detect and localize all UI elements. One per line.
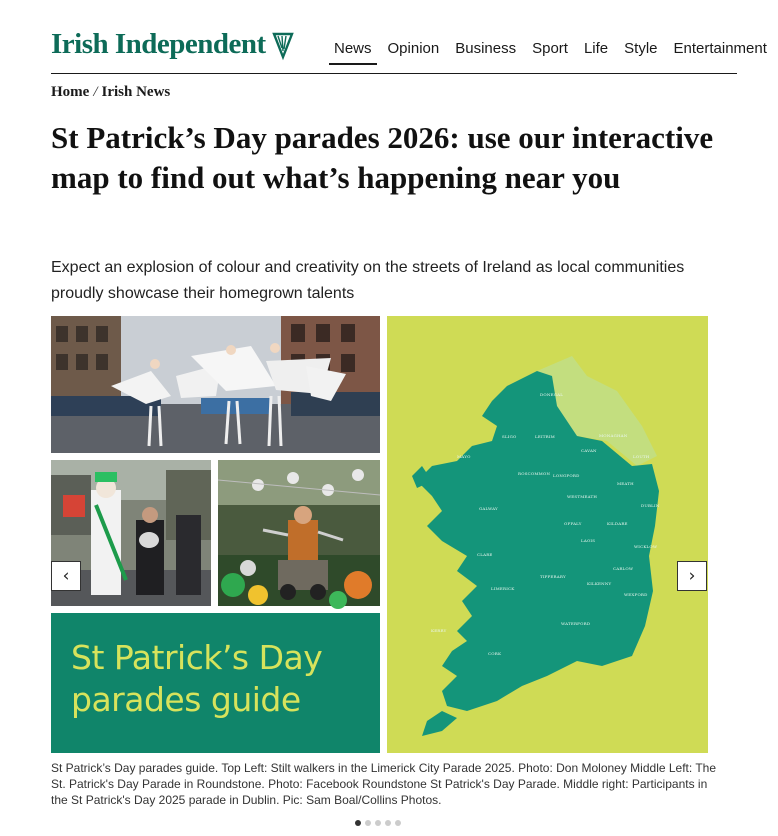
pagination-dot-1[interactable] [355, 820, 361, 826]
pagination-dot-5[interactable] [395, 820, 401, 826]
county-label-roscommon: ROSCOMMON [518, 471, 551, 476]
pagination-dot-4[interactable] [385, 820, 391, 826]
county-label-westmeath: WESTMEATH [567, 494, 598, 499]
chevron-left-icon: ‹ [62, 565, 70, 586]
nav-item-style[interactable]: Style [624, 40, 658, 57]
county-label-longford: LONGFORD [553, 473, 580, 478]
county-label-limerick: LIMERICK [491, 586, 515, 591]
nav-item-life[interactable]: Life [583, 40, 609, 57]
ireland-map-panel[interactable] [387, 316, 708, 753]
article-standfirst: Expect an explosion of colour and creativity on the streets of Ireland as local communities proudly showcase their homegrown talents [51, 259, 685, 302]
breadcrumb-separator: / [93, 84, 98, 100]
gallery-prev-button[interactable] [51, 561, 81, 591]
county-label-kerry: KERRY [431, 628, 447, 633]
nav-item-business[interactable]: Business [455, 40, 517, 57]
guide-title-line-1: St Patrick’s Day [71, 638, 323, 677]
county-label-waterford: WATERFORD [561, 621, 591, 626]
breadcrumb-home[interactable]: Home [51, 84, 90, 100]
ireland-map [387, 316, 708, 753]
gallery-caption: St Patrick’s Day parades guide. Top Left: Stilt walkers in the Limerick City Parade 2025. Photo: Don Moloney Middle Left: The St. Patrick's Day Parade in Roundstone. Photo: Facebook Roundstone St Patrick's Day Parade. Middle right: Participants in the St Patrick's Day 2025 parade in Dublin. Pic: Sam Boal/Collins Photos. [51, 761, 717, 807]
pagination-dot-3[interactable] [375, 820, 381, 826]
logo-text: Irish Independent [51, 28, 266, 60]
harp-icon [272, 31, 294, 59]
gallery-pagination [355, 820, 405, 826]
site-header [0, 0, 767, 74]
county-label-kilkenny: KILKENNY [587, 581, 612, 586]
photo-dublin-parade [218, 460, 380, 606]
county-label-tipperary: TIPPERARY [540, 574, 566, 579]
primary-nav [329, 36, 778, 65]
county-label-mayo: MAYO [457, 454, 471, 459]
county-label-wicklow: WICKLOW [634, 544, 658, 549]
header-divider [51, 73, 737, 74]
pagination-dot-2[interactable] [365, 820, 371, 826]
nav-item-news[interactable]: News [329, 36, 377, 65]
breadcrumb [51, 84, 170, 101]
hero-gallery[interactable] [51, 316, 708, 753]
photo-stilt-walkers [51, 316, 380, 453]
county-label-sligo: SLIGO [502, 434, 517, 439]
nav-item-opinion[interactable]: Opinion [387, 40, 440, 57]
guide-title-line-2: parades guide [71, 680, 301, 719]
county-label-leitrim: LEITRIM [535, 434, 555, 439]
guide-title [71, 637, 322, 721]
county-label-laois: LAOIS [581, 538, 596, 543]
gallery-next-button[interactable] [677, 561, 707, 591]
county-label-dublin: DUBLIN [641, 503, 660, 508]
nav-item-entertainment[interactable]: Entertainment [673, 40, 767, 57]
site-logo[interactable] [51, 28, 294, 61]
breadcrumb-irish-news[interactable]: Irish News [101, 84, 171, 100]
county-label-louth: LOUTH [633, 454, 650, 459]
nav-item-sport[interactable]: Sport [532, 40, 568, 57]
parades-guide-panel [51, 613, 380, 753]
county-label-meath: MEATH [617, 481, 634, 486]
article-headline: St Patrick’s Day parades 2026: use our interactive map to find out what’s happening near you [51, 120, 714, 195]
county-label-offaly: OFFALY [564, 521, 582, 526]
county-label-cork: CORK [488, 651, 502, 656]
county-label-wexford: WEXFORD [624, 592, 648, 597]
county-label-donegal: DONEGAL [540, 392, 564, 397]
county-label-cavan: CAVAN [581, 448, 597, 453]
chevron-right-icon: › [688, 565, 696, 586]
county-label-monaghan: MONAGHAN [599, 433, 628, 438]
county-label-galway: GALWAY [479, 506, 498, 511]
county-label-kildare: KILDARE [607, 521, 628, 526]
county-label-carlow: CARLOW [613, 566, 634, 571]
county-label-clare: CLARE [477, 552, 493, 557]
